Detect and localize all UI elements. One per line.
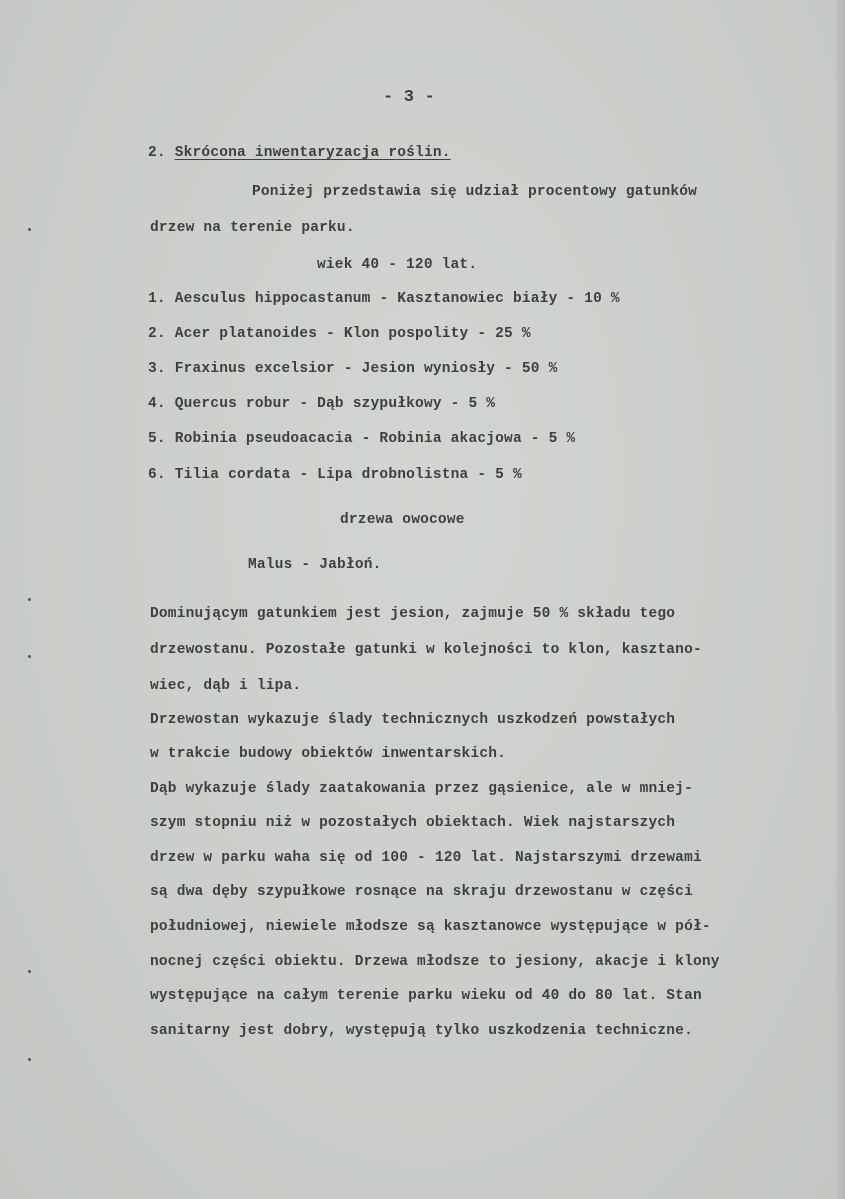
fruit-trees-heading: drzewa owocowe [340,512,465,528]
body-line: wiec, dąb i lipa. [150,678,302,694]
section-heading [148,145,451,161]
binder-hole-mark [28,598,31,601]
body-line: są dwa dęby szypułkowe rosnące na skraju drzewostanu w części [150,884,693,900]
binder-hole-mark [28,655,31,658]
body-line: Dąb wykazuje ślady zaatakowania przez gąsienice, ale w mniej- [150,781,693,797]
binder-hole-mark [28,1058,31,1061]
section-number: 2. [148,145,166,161]
age-range: wiek 40 - 120 lat. [317,257,478,273]
species-item: 3. Fraxinus excelsior - Jesion wyniosły - 50 % [148,361,558,377]
page-edge-shadow [836,0,845,1199]
body-line: w trakcie budowy obiektów inwentarskich. [150,746,507,762]
body-line: szym stopniu niż w pozostałych obiektach. Wiek najstarszych [150,815,676,831]
species-item: 4. Quercus robur - Dąb szypułkowy - 5 % [148,396,496,412]
species-item: 5. Robinia pseudoacacia - Robinia akacjowa - 5 % [148,431,576,447]
body-line: sanitarny jest dobry, występują tylko uszkodzenia techniczne. [150,1023,693,1039]
body-line: drzew w parku waha się od 100 - 120 lat. Najstarszymi drzewami [150,850,702,866]
body-line: południowej, niewiele młodsze są kasztanowce występujące w pół- [150,919,711,935]
intro-line: drzew na terenie parku. [150,220,355,236]
fruit-trees-item: Malus - Jabłoń. [248,557,382,573]
body-line: nocnej części obiektu. Drzewa młodsze to jesiony, akacje i klony [150,954,720,970]
species-item: 1. Aesculus hippocastanum - Kasztanowiec biały - 10 % [148,291,620,307]
species-item: 2. Acer platanoides - Klon pospolity - 25 % [148,326,531,342]
body-line: Dominującym gatunkiem jest jesion, zajmuje 50 % składu tego [150,606,676,622]
binder-hole-mark [28,970,31,973]
intro-line: Poniżej przedstawia się udział procentowy gatunków [252,184,698,200]
body-line: drzewostanu. Pozostałe gatunki w kolejności to klon, kasztano- [150,642,702,658]
section-title: Skrócona inwentaryzacja roślin. [174,145,451,161]
body-line: Drzewostan wykazuje ślady technicznych uszkodzeń powstałych [150,712,676,728]
body-line: występujące na całym terenie parku wieku od 40 do 80 lat. Stan [150,988,702,1004]
page-number: - 3 - [383,88,436,107]
binder-hole-mark [28,228,31,231]
species-item: 6. Tilia cordata - Lipa drobnolistna - 5 % [148,467,522,483]
